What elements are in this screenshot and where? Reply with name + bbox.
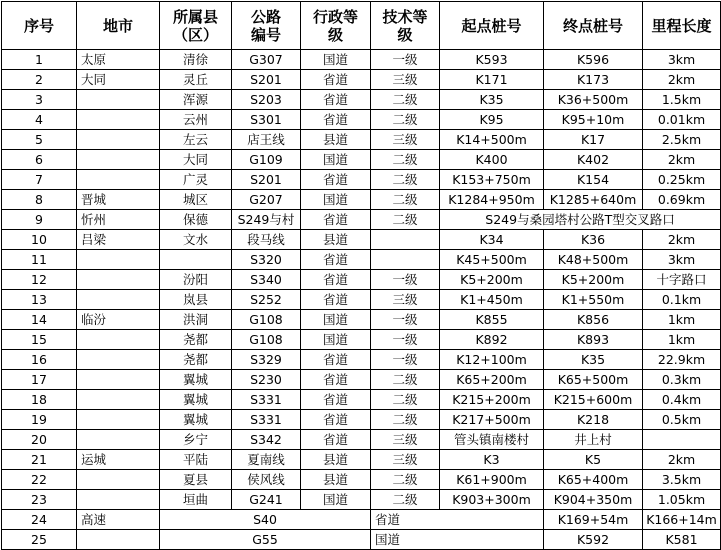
cell-seq: 1	[2, 50, 77, 70]
cell-start-stake: K5+200m	[440, 270, 544, 290]
cell-city: 临汾	[77, 310, 160, 330]
cell-length: 1km	[643, 330, 721, 350]
cell-length: 0.1km	[643, 290, 721, 310]
cell-road: S249与村	[232, 210, 301, 230]
cell-tech: 二级	[371, 410, 440, 430]
table-row	[2, 510, 721, 530]
cell-start-stake: K903+300m	[440, 490, 544, 510]
cell-end-stake: K215+600m	[544, 390, 643, 410]
table-body	[2, 50, 721, 550]
cell-road: S340	[232, 270, 301, 290]
cell-road: S252	[232, 290, 301, 310]
cell-end-stake: K1+550m	[544, 290, 643, 310]
cell-tech: 一级	[371, 330, 440, 350]
header-tech-level-line1: 技术等	[382, 7, 428, 26]
table-row	[2, 330, 721, 350]
cell-length: 0.3km	[643, 370, 721, 390]
cell-admin: 县道	[301, 470, 371, 490]
cell-city	[77, 370, 160, 390]
cell-county: 文水	[160, 230, 232, 250]
cell-county	[160, 250, 232, 270]
cell-seq: 23	[2, 490, 77, 510]
cell-admin: 省道	[301, 170, 371, 190]
cell-road: 段马线	[232, 230, 301, 250]
header-end-stake: 终点桩号	[544, 2, 643, 50]
cell-tech: 二级	[371, 390, 440, 410]
cell-road: S331	[232, 390, 301, 410]
cell-seq: 3	[2, 90, 77, 110]
cell-county: 翼城	[160, 370, 232, 390]
cell-tech: 一级	[371, 50, 440, 70]
cell-start-stake: 管头镇南楼村	[440, 430, 544, 450]
cell-tech: 二级	[371, 490, 440, 510]
cell-tech: 三级	[371, 70, 440, 90]
cell-end-stake: K1285+640m	[544, 190, 643, 210]
cell-length: 0.4km	[643, 390, 721, 410]
cell-seq: 7	[2, 170, 77, 190]
cell-seq: 16	[2, 350, 77, 370]
header-city: 地市	[77, 2, 160, 50]
cell-tech: 二级	[371, 190, 440, 210]
cell-seq: 14	[2, 310, 77, 330]
cell-end-stake: K596	[544, 50, 643, 70]
cell-seq: 22	[2, 470, 77, 490]
header-road-no-line2: 编号	[250, 25, 281, 44]
cell-seq: 19	[2, 410, 77, 430]
cell-admin: 省道	[301, 90, 371, 110]
cell-end-stake: K218	[544, 410, 643, 430]
cell-start-stake: K45+500m	[440, 250, 544, 270]
table-row	[2, 390, 721, 410]
table-row	[2, 250, 721, 270]
cell-county: 大同	[160, 150, 232, 170]
cell-city	[77, 390, 160, 410]
cell-seq: 24	[2, 510, 77, 530]
cell-seq: 17	[2, 370, 77, 390]
table-row	[2, 410, 721, 430]
cell-admin: 国道	[301, 50, 371, 70]
header-tech-level	[371, 2, 440, 50]
cell-end-stake: K5	[544, 450, 643, 470]
cell-seq: 11	[2, 250, 77, 270]
cell-seq: 13	[2, 290, 77, 310]
cell-seq: 25	[2, 530, 77, 550]
header-road-no-line1: 公路	[250, 7, 281, 26]
cell-city: 大同	[77, 70, 160, 90]
table-row	[2, 50, 721, 70]
cell-county: 翼城	[160, 410, 232, 430]
table-row	[2, 210, 721, 230]
cell-seq: 12	[2, 270, 77, 290]
cell-admin: 省道	[301, 290, 371, 310]
cell-admin-merged: 省道	[371, 510, 544, 530]
cell-county: 浑源	[160, 90, 232, 110]
cell-length: 2km	[643, 450, 721, 470]
header-start-stake: 起点桩号	[440, 2, 544, 50]
cell-start-stake: K400	[440, 150, 544, 170]
cell-end-stake: K36+500m	[544, 90, 643, 110]
cell-admin-merged: 国道	[371, 530, 544, 550]
cell-county: 云州	[160, 110, 232, 130]
table-row	[2, 70, 721, 90]
header-county-line1: 所属县	[172, 7, 218, 26]
cell-admin: 省道	[301, 410, 371, 430]
header-admin-level	[301, 2, 371, 50]
cell-road: G207	[232, 190, 301, 210]
header-length: 里程长度	[643, 2, 721, 50]
cell-end-stake: K904+350m	[544, 490, 643, 510]
table-row	[2, 290, 721, 310]
cell-admin: 省道	[301, 350, 371, 370]
cell-start-stake: K171	[440, 70, 544, 90]
cell-start-stake: K892	[440, 330, 544, 350]
cell-length: 0.5km	[643, 410, 721, 430]
table-row	[2, 490, 721, 510]
cell-tech: 三级	[371, 430, 440, 450]
cell-tech: 二级	[371, 90, 440, 110]
cell-start-stake: K95	[440, 110, 544, 130]
cell-city	[77, 530, 160, 550]
cell-road: S342	[232, 430, 301, 450]
table-row	[2, 470, 721, 490]
table-row	[2, 170, 721, 190]
cell-start-stake: K593	[440, 50, 544, 70]
cell-tech	[371, 250, 440, 270]
cell-admin: 省道	[301, 430, 371, 450]
cell-length: 2km	[643, 150, 721, 170]
cell-county: 平陆	[160, 450, 232, 470]
cell-admin: 省道	[301, 70, 371, 90]
cell-tech: 三级	[371, 290, 440, 310]
cell-start-stake: K153+750m	[440, 170, 544, 190]
cell-county: 左云	[160, 130, 232, 150]
cell-road: S203	[232, 90, 301, 110]
table-row	[2, 450, 721, 470]
cell-road: G108	[232, 310, 301, 330]
cell-road: S201	[232, 70, 301, 90]
cell-length: 0.01km	[643, 110, 721, 130]
cell-city	[77, 290, 160, 310]
cell-admin: 省道	[301, 390, 371, 410]
cell-end-stake: K402	[544, 150, 643, 170]
cell-city: 晋城	[77, 190, 160, 210]
header-row	[2, 2, 721, 50]
cell-road: 店王线	[232, 130, 301, 150]
cell-end-stake: K36	[544, 230, 643, 250]
cell-length: 1.05km	[643, 490, 721, 510]
cell-length: 3km	[643, 250, 721, 270]
cell-road: S201	[232, 170, 301, 190]
cell-road: S301	[232, 110, 301, 130]
cell-end-stake: K893	[544, 330, 643, 350]
cell-admin: 国道	[301, 190, 371, 210]
cell-end-stake: 井上村	[544, 430, 643, 450]
cell-length: 2km	[643, 230, 721, 250]
cell-city	[77, 110, 160, 130]
cell-tech: 二级	[371, 110, 440, 130]
cell-admin: 国道	[301, 310, 371, 330]
cell-end-stake: K173	[544, 70, 643, 90]
cell-city	[77, 250, 160, 270]
table-row	[2, 150, 721, 170]
cell-road: 夏南线	[232, 450, 301, 470]
cell-seq: 10	[2, 230, 77, 250]
cell-length: 十字路口	[643, 270, 721, 290]
cell-start-stake: K169+54m	[544, 510, 643, 530]
cell-tech: 二级	[371, 170, 440, 190]
cell-length: 3.5km	[643, 470, 721, 490]
cell-seq: 21	[2, 450, 77, 470]
cell-admin: 国道	[301, 150, 371, 170]
cell-seq: 18	[2, 390, 77, 410]
cell-county: 洪洞	[160, 310, 232, 330]
cell-city	[77, 430, 160, 450]
cell-start-stake: K217+500m	[440, 410, 544, 430]
cell-seq: 4	[2, 110, 77, 130]
cell-admin: 省道	[301, 270, 371, 290]
cell-county: 尧都	[160, 350, 232, 370]
cell-county: 广灵	[160, 170, 232, 190]
cell-length: 22.9km	[643, 350, 721, 370]
cell-start-stake: K35	[440, 90, 544, 110]
cell-county: 灵丘	[160, 70, 232, 90]
cell-city: 太原	[77, 50, 160, 70]
cell-length	[643, 430, 721, 450]
cell-length: 2.5km	[643, 130, 721, 150]
cell-start-stake: K592	[544, 530, 643, 550]
cell-tech: 三级	[371, 130, 440, 150]
table-row	[2, 430, 721, 450]
cell-start-stake: K61+900m	[440, 470, 544, 490]
cell-admin: 县道	[301, 230, 371, 250]
cell-road: S331	[232, 410, 301, 430]
cell-city	[77, 130, 160, 150]
header-seq: 序号	[2, 2, 77, 50]
cell-end-stake: K5+200m	[544, 270, 643, 290]
cell-road: 侯风线	[232, 470, 301, 490]
cell-city	[77, 270, 160, 290]
cell-end-stake: K65+400m	[544, 470, 643, 490]
table-row	[2, 310, 721, 330]
cell-road: S230	[232, 370, 301, 390]
cell-road-merged: G55	[160, 530, 371, 550]
cell-city	[77, 490, 160, 510]
cell-city	[77, 410, 160, 430]
cell-city	[77, 170, 160, 190]
header-county	[160, 2, 232, 50]
cell-tech: 二级	[371, 150, 440, 170]
cell-city: 高速	[77, 510, 160, 530]
cell-start-stake: K3	[440, 450, 544, 470]
cell-admin: 省道	[301, 250, 371, 270]
cell-road: S329	[232, 350, 301, 370]
cell-county: 夏县	[160, 470, 232, 490]
header-tech-level-line2: 级	[397, 25, 413, 44]
cell-end-stake: K48+500m	[544, 250, 643, 270]
cell-county: 垣曲	[160, 490, 232, 510]
cell-end-stake: K166+14m	[643, 510, 721, 530]
cell-city	[77, 90, 160, 110]
cell-city	[77, 350, 160, 370]
cell-end-stake: K35	[544, 350, 643, 370]
cell-tech: 一级	[371, 270, 440, 290]
cell-length: 2km	[643, 70, 721, 90]
cell-city	[77, 150, 160, 170]
cell-city: 忻州	[77, 210, 160, 230]
cell-admin: 国道	[301, 330, 371, 350]
cell-road: G109	[232, 150, 301, 170]
cell-start-stake: K1284+950m	[440, 190, 544, 210]
cell-location-note: S249与桑园塔村公路T型交叉路口	[440, 210, 721, 230]
cell-length: 1km	[643, 310, 721, 330]
cell-tech: 一级	[371, 310, 440, 330]
cell-road-merged: S40	[160, 510, 371, 530]
header-county-line2: （区）	[172, 25, 218, 44]
cell-county: 乡宁	[160, 430, 232, 450]
table-row	[2, 130, 721, 150]
cell-tech: 二级	[371, 370, 440, 390]
cell-seq: 2	[2, 70, 77, 90]
cell-admin: 国道	[301, 490, 371, 510]
cell-length: 1.5km	[643, 90, 721, 110]
cell-end-stake: K581	[643, 530, 721, 550]
table-row	[2, 190, 721, 210]
header-admin-level-line1: 行政等	[312, 7, 358, 26]
cell-city: 运城	[77, 450, 160, 470]
cell-admin: 省道	[301, 370, 371, 390]
cell-start-stake: K34	[440, 230, 544, 250]
cell-tech	[371, 230, 440, 250]
cell-length: 0.25km	[643, 170, 721, 190]
cell-tech: 二级	[371, 210, 440, 230]
cell-start-stake: K215+200m	[440, 390, 544, 410]
cell-county: 城区	[160, 190, 232, 210]
cell-end-stake: K95+10m	[544, 110, 643, 130]
cell-seq: 9	[2, 210, 77, 230]
cell-county: 保德	[160, 210, 232, 230]
cell-seq: 8	[2, 190, 77, 210]
cell-seq: 6	[2, 150, 77, 170]
cell-tech: 一级	[371, 350, 440, 370]
cell-seq: 15	[2, 330, 77, 350]
road-sections-table	[1, 1, 721, 550]
cell-county: 尧都	[160, 330, 232, 350]
cell-road: S320	[232, 250, 301, 270]
cell-end-stake: K154	[544, 170, 643, 190]
table-row	[2, 350, 721, 370]
cell-city	[77, 330, 160, 350]
table-row	[2, 230, 721, 250]
cell-county: 清徐	[160, 50, 232, 70]
cell-tech: 二级	[371, 470, 440, 490]
cell-end-stake: K856	[544, 310, 643, 330]
header-road-no	[232, 2, 301, 50]
cell-road: G108	[232, 330, 301, 350]
cell-admin: 县道	[301, 130, 371, 150]
table-row	[2, 270, 721, 290]
cell-county: 翼城	[160, 390, 232, 410]
table-row	[2, 530, 721, 550]
cell-admin: 省道	[301, 210, 371, 230]
cell-start-stake: K12+100m	[440, 350, 544, 370]
header-admin-level-line2: 级	[327, 25, 343, 44]
cell-start-stake: K65+200m	[440, 370, 544, 390]
cell-start-stake: K855	[440, 310, 544, 330]
cell-city: 吕梁	[77, 230, 160, 250]
cell-end-stake: K65+500m	[544, 370, 643, 390]
cell-seq: 5	[2, 130, 77, 150]
cell-county: 汾阳	[160, 270, 232, 290]
cell-end-stake: K17	[544, 130, 643, 150]
table-row	[2, 110, 721, 130]
cell-tech: 三级	[371, 450, 440, 470]
cell-admin: 省道	[301, 110, 371, 130]
cell-road: G307	[232, 50, 301, 70]
table-row	[2, 370, 721, 390]
cell-seq: 20	[2, 430, 77, 450]
cell-road: G241	[232, 490, 301, 510]
table-row	[2, 90, 721, 110]
cell-length: 0.69km	[643, 190, 721, 210]
cell-start-stake: K14+500m	[440, 130, 544, 150]
cell-length: 3km	[643, 50, 721, 70]
cell-admin: 县道	[301, 450, 371, 470]
cell-start-stake: K1+450m	[440, 290, 544, 310]
cell-county: 岚县	[160, 290, 232, 310]
cell-city	[77, 470, 160, 490]
